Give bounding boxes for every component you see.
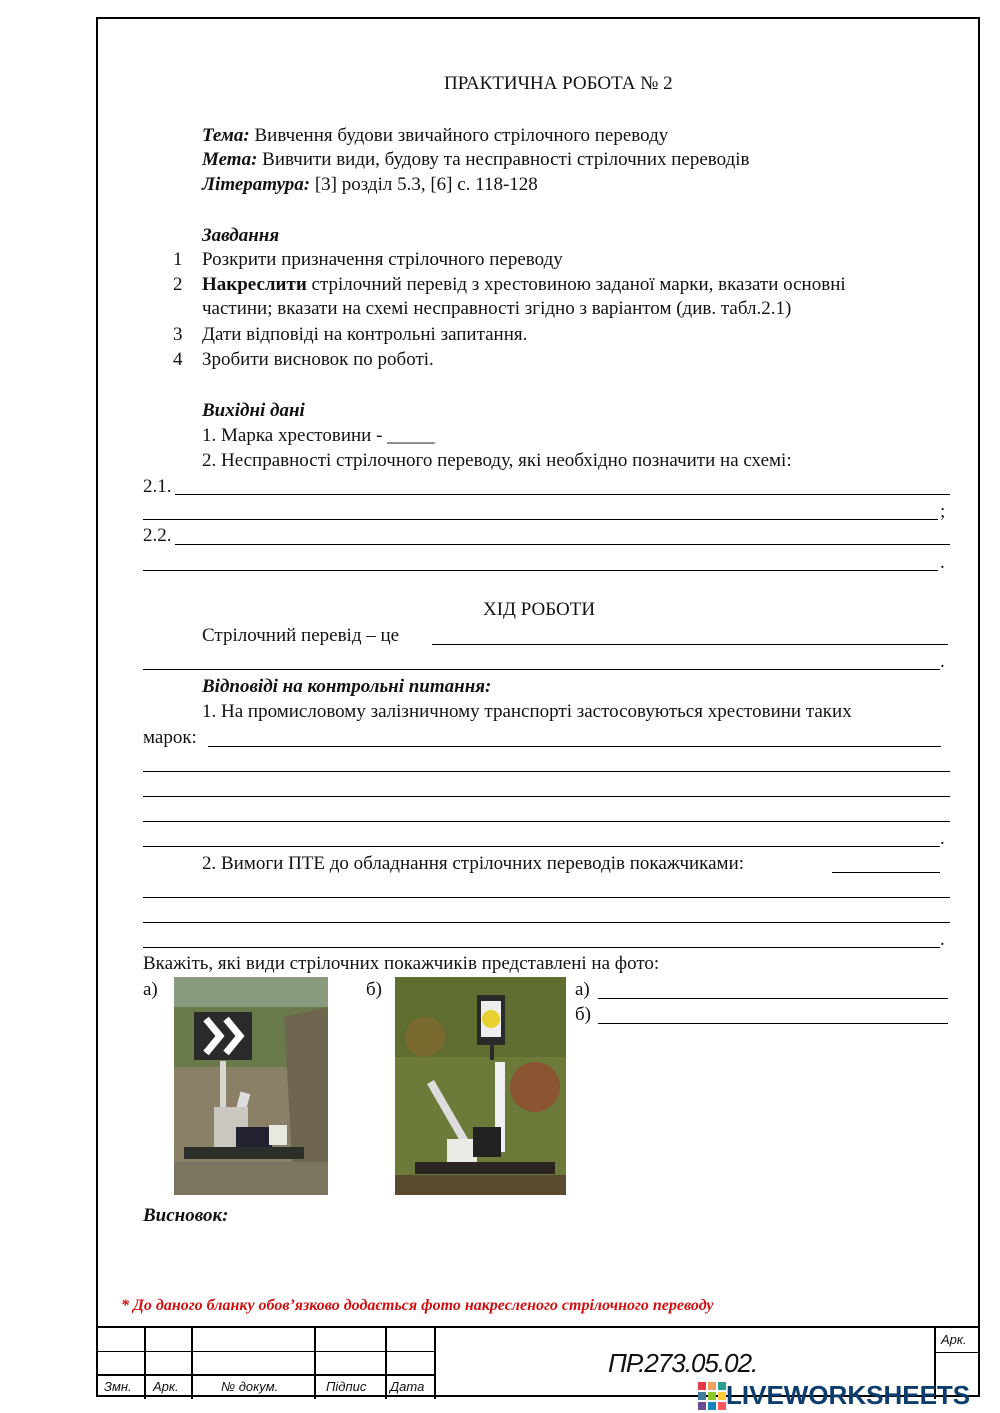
photo-a-illustration xyxy=(174,977,328,1195)
q2-answer-line-2[interactable] xyxy=(143,897,950,898)
q2-answer-line-4[interactable] xyxy=(143,947,940,948)
fault-22-answer-line[interactable] xyxy=(175,544,950,545)
attachment-note: * До даного бланку обов’язково додається фото накресленого стрілочного переводу xyxy=(121,1297,714,1314)
answer-b-line[interactable] xyxy=(598,1023,948,1024)
photo-prompt: Вкажіть, які види стрілочних покажчиків представлені на фото: xyxy=(143,953,660,974)
question-1-cont: марок: xyxy=(143,727,197,748)
goal-label: Мета: xyxy=(202,149,258,170)
task-2-bold: Накреслити xyxy=(202,274,307,295)
definition-label: Стрілочний перевід – це xyxy=(202,625,400,646)
stamp-divider xyxy=(314,1328,316,1399)
literature-label: Література: xyxy=(202,174,311,195)
photo-b xyxy=(395,977,566,1195)
goal-line xyxy=(202,148,750,172)
photo-b-illustration xyxy=(395,977,566,1195)
topic-label: Тема: xyxy=(202,125,250,146)
task-2-rest: стрілочний перевід з хрестовиною заданої марки, вказати основні xyxy=(306,274,846,295)
period-mark: . xyxy=(940,929,945,950)
photo-a xyxy=(174,977,328,1195)
q1-answer-line-2[interactable] xyxy=(143,771,950,772)
task-text-2-cont: частини; вказати на схемі несправності згідно з варіантом (див. табл.2.1) xyxy=(202,298,792,319)
task-text-3: Дати відповіді на контрольні запитання. xyxy=(202,324,528,345)
tasks-heading: Завдання xyxy=(202,225,280,246)
crossing-mark-line[interactable]: 1. Марка хрестовини - _____ xyxy=(202,425,435,446)
document-code: ПР.273.05.02. xyxy=(608,1348,758,1378)
period-mark: . xyxy=(940,828,945,849)
q1-answer-line-1[interactable] xyxy=(208,746,941,747)
stamp-divider xyxy=(385,1328,387,1399)
stamp-col-sign: Підпис xyxy=(326,1379,367,1394)
stamp-divider xyxy=(144,1328,146,1399)
literature-line xyxy=(202,173,538,197)
goal-value: Вивчити види, будову та несправності стрілочних переводів xyxy=(257,149,750,170)
literature-value: [3] розділ 5.3, [6] с. 118-128 xyxy=(310,174,538,195)
photo-a-label: а) xyxy=(143,979,158,1000)
semicolon-mark: ; xyxy=(940,501,946,522)
task-num-2: 2 xyxy=(173,274,183,295)
photo-b-label: б) xyxy=(366,979,382,1000)
fault-21-label: 2.1. xyxy=(143,476,172,497)
task-num-4: 4 xyxy=(173,349,183,370)
definition-answer-line[interactable] xyxy=(432,644,948,645)
task-text-4: Зробити висновок по роботі. xyxy=(202,349,434,370)
task-text-1: Розкрити призначення стрілочного переводу xyxy=(202,249,563,270)
stamp-divider xyxy=(434,1328,436,1399)
faults-line: 2. Несправності стрілочного переводу, які необхідно позначити на схемі: xyxy=(202,450,792,471)
fault-22-label: 2.2. xyxy=(143,525,172,546)
q2-answer-line-3[interactable] xyxy=(143,922,950,923)
q1-answer-line-5[interactable] xyxy=(143,846,940,847)
stamp-row-line xyxy=(96,1351,434,1352)
q2-answer-line-1[interactable] xyxy=(832,872,940,873)
stamp-col-doc: № докум. xyxy=(221,1379,279,1394)
topic-line xyxy=(202,124,668,148)
period-mark: . xyxy=(940,552,945,573)
q1-answer-line-4[interactable] xyxy=(143,821,950,822)
conclusion-label: Висновок: xyxy=(143,1205,229,1226)
period-mark: . xyxy=(940,651,945,672)
topic-value: Вивчення будови звичайного стрілочного переводу xyxy=(249,125,669,146)
fault-21-answer-line[interactable] xyxy=(175,494,950,495)
task-num-1: 1 xyxy=(173,249,183,270)
logo-icon xyxy=(698,1382,726,1410)
stamp-row-line xyxy=(96,1374,434,1376)
task-text-2 xyxy=(202,273,846,297)
q1-answer-line-3[interactable] xyxy=(143,796,950,797)
logo-text: LIVEWORKSHEETS xyxy=(726,1380,971,1410)
stamp-row-line xyxy=(934,1352,980,1353)
stamp-col-zmn: Змн. xyxy=(104,1379,132,1394)
answers-heading: Відповіді на контрольні питання: xyxy=(202,676,492,697)
fault-22-answer-line-2[interactable] xyxy=(143,570,938,571)
task-num-3: 3 xyxy=(173,324,183,345)
stamp-col-date: Дата xyxy=(390,1379,425,1394)
progress-heading: ХІД РОБОТИ xyxy=(483,599,596,620)
stamp-divider xyxy=(191,1328,193,1399)
page-title: ПРАКТИЧНА РОБОТА № 2 xyxy=(444,73,673,94)
answer-a-line[interactable] xyxy=(598,998,948,999)
answer-b-label: б) xyxy=(575,1004,591,1025)
fault-21-answer-line-2[interactable] xyxy=(143,519,938,520)
stamp-sheet-label: Арк. xyxy=(941,1332,967,1347)
question-1: 1. На промисловому залізничному транспорті застосовуються хрестовини таких xyxy=(202,701,852,722)
definition-answer-line-2[interactable] xyxy=(143,669,940,670)
inputs-heading: Вихідні дані xyxy=(202,400,305,421)
stamp-col-ark: Арк. xyxy=(153,1379,179,1394)
answer-a-label: а) xyxy=(575,979,590,1000)
question-2: 2. Вимоги ПТЕ до обладнання стрілочних переводів покажчиками: xyxy=(202,853,745,874)
